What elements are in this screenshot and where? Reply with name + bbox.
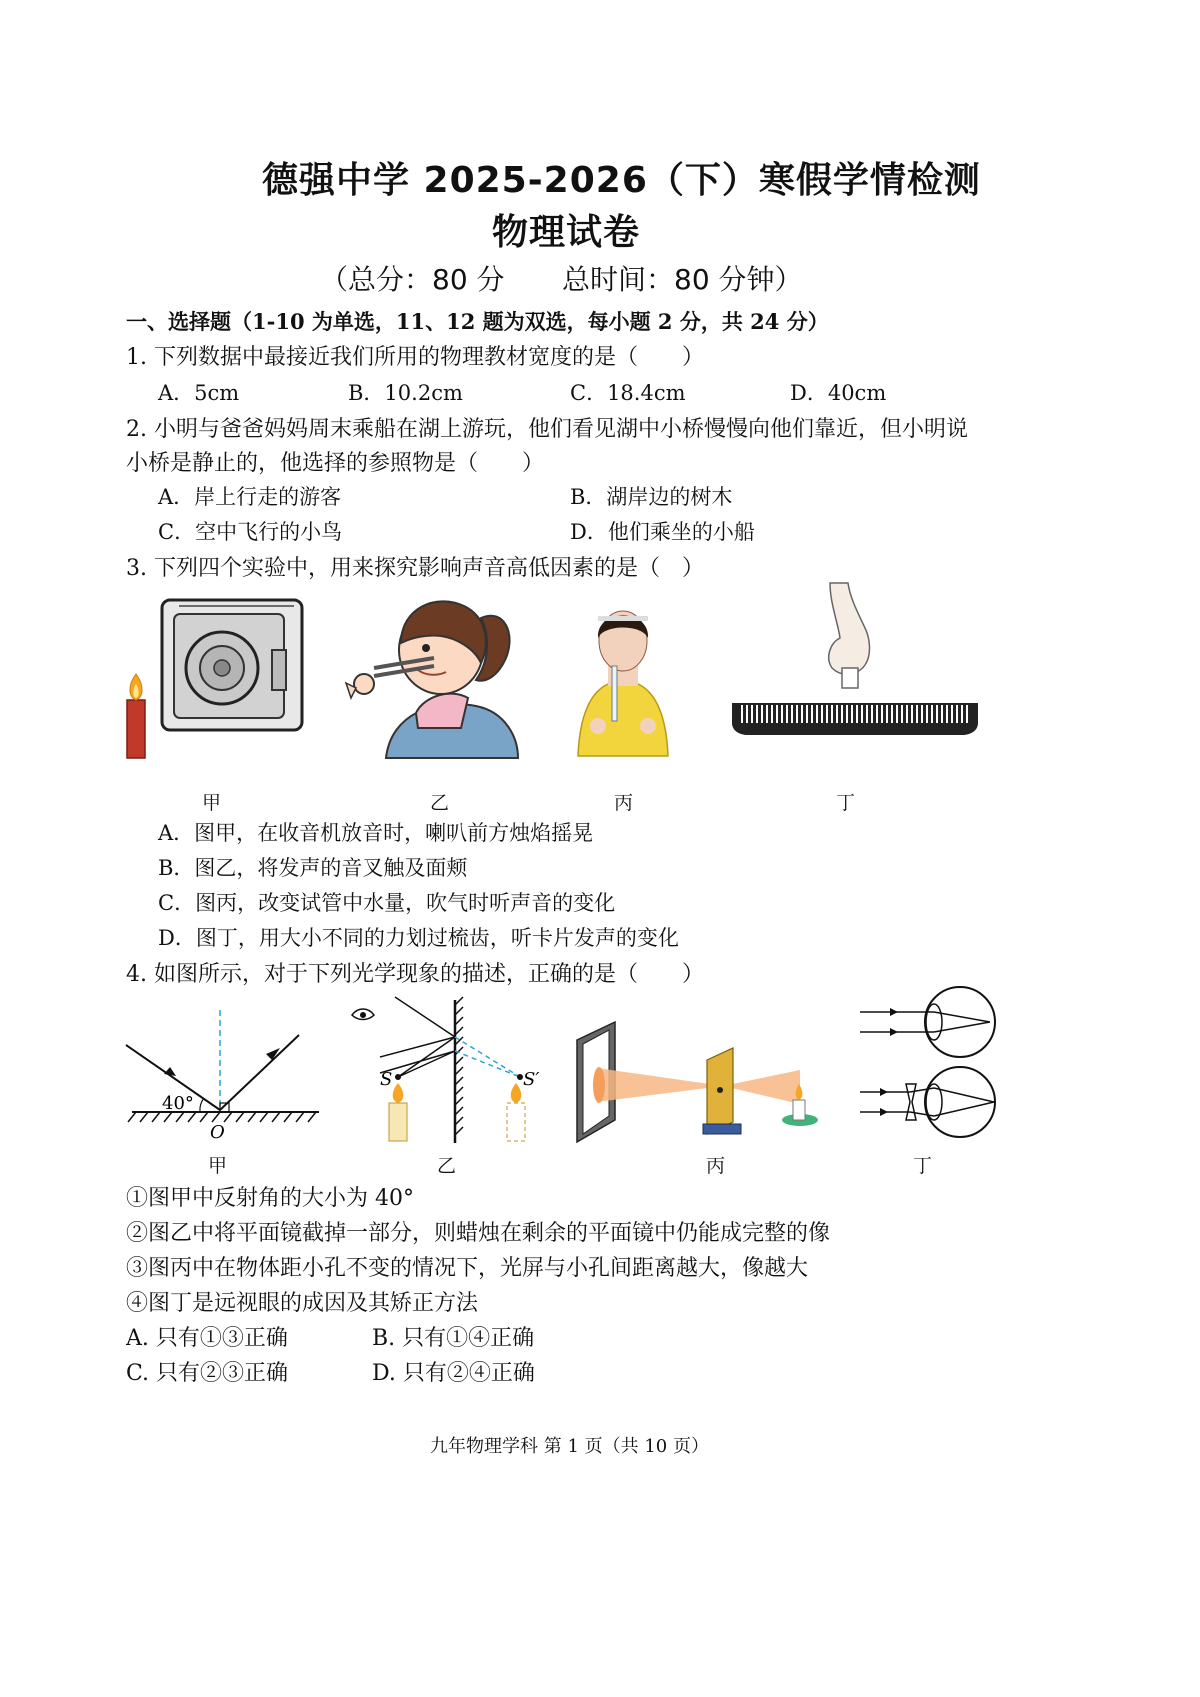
s-label: S xyxy=(380,1069,393,1090)
q4-statement-3: ③图丙中在物体距小孔不变的情况下，光屏与小孔间距离越大，像越大 xyxy=(126,1256,809,1281)
q2-option-a: A．岸上行走的游客 xyxy=(158,485,342,509)
q4-figure-eyes xyxy=(858,985,1003,1145)
exam-subtitle: 物理试卷 xyxy=(492,212,641,253)
q4-statement-2: ②图乙中将平面镜截掉一部分，则蜡烛在剩余的平面镜中仍能成完整的像 xyxy=(126,1221,831,1246)
surface-hatch xyxy=(296,1112,304,1122)
q2-option-d: D．他们乘坐的小船 xyxy=(570,520,755,544)
q3-figure-tuning-fork xyxy=(346,588,521,758)
q3-stem: 3. 下列四个实验中，用来探究影响声音高低因素的是（ ） xyxy=(126,556,704,581)
q3-figure-comb xyxy=(730,583,980,743)
section-heading: 一、选择题（1-10 为单选，11、12 题为双选，每小题 2 分，共 24 分） xyxy=(126,309,829,334)
angle-label: 40° xyxy=(162,1093,194,1114)
total-score: （总分：80 分 xyxy=(320,263,505,296)
q4-option-b: B. 只有①④正确 xyxy=(372,1326,535,1351)
q3-caption-jia: 甲 xyxy=(202,792,222,814)
surface-hatch xyxy=(212,1112,220,1122)
q1-option-a: A．5cm xyxy=(158,381,240,405)
eye-icon xyxy=(352,1009,374,1020)
q4-figure-pinhole xyxy=(575,1020,825,1150)
surface-hatch xyxy=(140,1112,148,1122)
point-o-label: O xyxy=(210,1122,225,1143)
q1-option-c: C．18.4cm xyxy=(570,381,686,405)
surface-hatch xyxy=(224,1112,232,1122)
q3-caption-bing: 丙 xyxy=(614,792,634,814)
surface-hatch xyxy=(236,1112,244,1122)
q3-option-d: D．图丁，用大小不同的力划过梳齿，听卡片发声的变化 xyxy=(158,926,679,950)
q1-stem: 1. 下列数据中最接近我们所用的物理教材宽度的是（ ） xyxy=(126,345,704,370)
q4-figure-plane-mirror xyxy=(350,995,550,1145)
surface-hatch xyxy=(248,1112,256,1122)
comb-icon xyxy=(732,703,978,735)
q3-option-a: A．图甲，在收音机放音时，喇叭前方烛焰摇晃 xyxy=(158,821,594,845)
q3-option-b: B．图乙，将发声的音叉触及面颊 xyxy=(158,856,468,880)
q2-stem-line2: 小桥是静止的，他选择的参照物是（ ） xyxy=(126,451,545,476)
radio-icon xyxy=(162,600,302,730)
q4-caption-yi: 乙 xyxy=(437,1155,457,1177)
q1-option-b: B．10.2cm xyxy=(348,381,463,405)
q3-option-c: C．图丙，改变试管中水量，吹气时听声音的变化 xyxy=(158,891,616,915)
eye-diagram-top xyxy=(860,987,995,1057)
q2-stem-line1: 2. 小明与爸爸妈妈周末乘船在湖上游玩，他们看见湖中小桥慢慢向他们靠近，但小明说 xyxy=(126,417,968,442)
s-prime-label: S′ xyxy=(523,1069,540,1090)
q4-option-a: A. 只有①③正确 xyxy=(126,1326,288,1351)
exam-title: 德强中学 2025-2026（下）寒假学情检测 xyxy=(262,160,981,201)
q1-option-d: D．40cm xyxy=(790,381,887,405)
q3-figure-radio-candle xyxy=(124,590,314,765)
surface-hatch xyxy=(152,1112,160,1122)
q4-option-c: C. 只有②③正确 xyxy=(126,1361,289,1386)
q3-figure-test-tube xyxy=(568,596,678,756)
q4-caption-ding: 丁 xyxy=(913,1155,933,1177)
q4-stem: 4. 如图所示，对于下列光学现象的描述，正确的是（ ） xyxy=(126,962,704,987)
page-footer: 九年物理学科 第 1 页（共 10 页） xyxy=(430,1436,709,1457)
q3-caption-ding: 丁 xyxy=(836,792,856,814)
surface-hatch xyxy=(128,1112,136,1122)
q4-statement-1: ①图甲中反射角的大小为 40° xyxy=(126,1186,414,1211)
hand-icon xyxy=(829,583,870,688)
q3-caption-yi: 乙 xyxy=(430,792,450,814)
total-time: 总时间：80 分钟） xyxy=(562,263,803,296)
q2-option-b: B．湖岸边的树木 xyxy=(570,485,733,509)
surface-hatch xyxy=(272,1112,280,1122)
candle-icon xyxy=(127,674,145,758)
q4-figure-reflection xyxy=(124,1010,324,1145)
q4-option-d: D. 只有②④正确 xyxy=(372,1361,535,1386)
eye-diagram-bottom xyxy=(860,1067,995,1137)
surface-hatch xyxy=(284,1112,292,1122)
q4-caption-bing: 丙 xyxy=(706,1155,726,1177)
q4-statement-4: ④图丁是远视眼的成因及其矫正方法 xyxy=(126,1291,479,1316)
surface-hatch xyxy=(260,1112,268,1122)
q2-option-c: C．空中飞行的小鸟 xyxy=(158,520,343,544)
surface-hatch xyxy=(308,1112,316,1122)
surface-hatch xyxy=(200,1112,208,1122)
q4-caption-jia: 甲 xyxy=(208,1155,228,1177)
